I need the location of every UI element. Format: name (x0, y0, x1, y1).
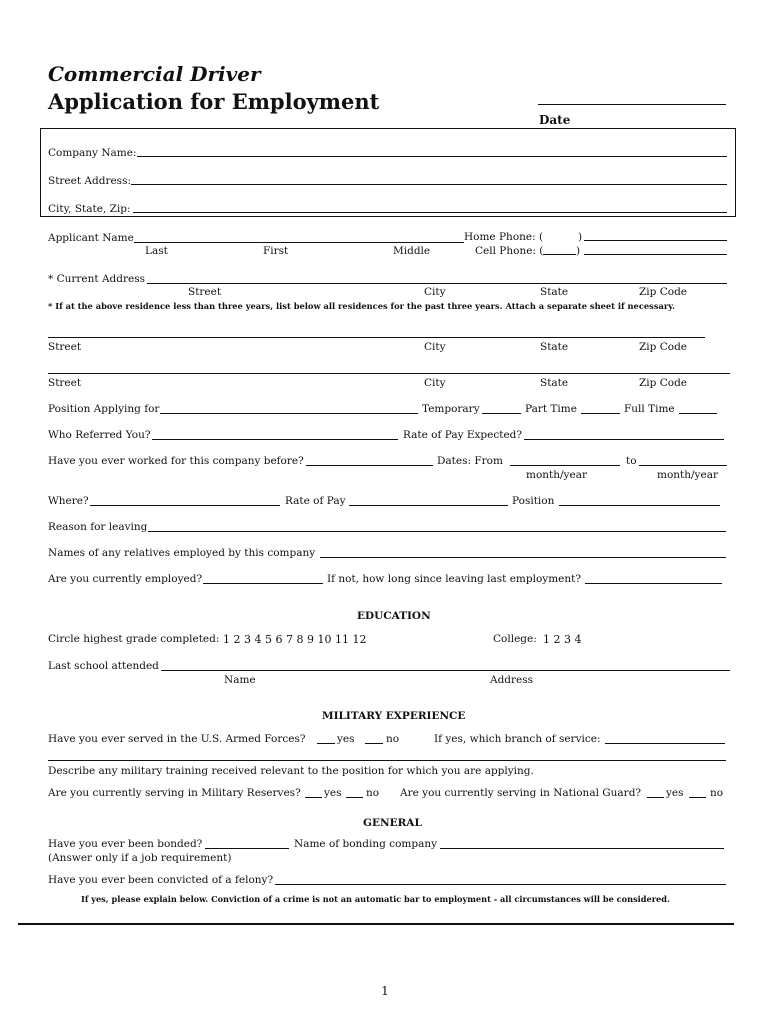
reason-leaving-label: Reason for leaving (48, 521, 148, 533)
worked-before-field[interactable] (306, 465, 433, 466)
armed-forces-label: Have you ever served in the U.S. Armed Forces? (48, 733, 306, 745)
felony-note: If yes, please explain below. Conviction of a crime is not an automatic bar to employment - all circumstances will be considered. (81, 894, 670, 904)
month-year-to-label: month/year (657, 469, 718, 481)
general-heading: GENERAL (363, 817, 422, 829)
last-school-label: Last school attended (48, 660, 159, 672)
prior1-street-label: Street (48, 341, 82, 353)
branch-label: If yes, which branch of service: (434, 733, 601, 745)
referred-label: Who Referred You? (48, 429, 151, 441)
company-info-box (40, 128, 736, 217)
full-time-field[interactable] (679, 413, 717, 414)
school-address-label: Address (490, 674, 534, 686)
middle-label: Middle (393, 245, 431, 257)
current-state-label: State (540, 286, 569, 298)
college-label: College: (493, 633, 537, 645)
home-phone-close: ) (578, 231, 583, 243)
rate-of-pay-field[interactable] (349, 505, 508, 506)
how-long-label: If not, how long since leaving last employment? (327, 573, 581, 585)
grade-label: Circle highest grade completed: (48, 633, 220, 645)
worked-before-label: Have you ever worked for this company before? (48, 455, 304, 467)
reserves-label: Are you currently serving in Military Reserves? (48, 787, 301, 799)
cell-phone-field[interactable] (584, 254, 727, 255)
armed-forces-yes-field[interactable] (317, 743, 335, 744)
reserves-no-field[interactable] (346, 797, 363, 798)
current-address-label: * Current Address (48, 273, 145, 285)
street-address-label: Street Address: (48, 175, 131, 187)
home-phone-label: Home Phone: ( (464, 231, 544, 243)
national-guard-label: Are you currently serving in National Guard? (400, 787, 642, 799)
currently-employed-label: Are you currently employed? (48, 573, 203, 585)
current-zip-label: Zip Code (639, 286, 688, 298)
prior2-zip-label: Zip Code (639, 377, 688, 389)
dates-to-field[interactable] (639, 465, 727, 466)
rate-expected-label: Rate of Pay Expected? (403, 429, 523, 441)
dates-to-label: to (626, 455, 637, 467)
position-applying-field[interactable] (160, 413, 418, 414)
prior2-street-label: Street (48, 377, 82, 389)
prior2-city-label: City (424, 377, 446, 389)
guard-yes-field[interactable] (647, 797, 664, 798)
relatives-label: Names of any relatives employed by this company (48, 547, 316, 559)
prior1-state-label: State (540, 341, 569, 353)
company-name-label: Company Name: (48, 147, 137, 159)
guard-yes-label: yes (666, 787, 684, 799)
bonding-company-label: Name of bonding company (294, 838, 438, 850)
current-address-field[interactable] (147, 283, 727, 284)
reserves-yes-field[interactable] (305, 797, 322, 798)
form-title-line2: Application for Employment (48, 89, 380, 114)
prior-address-1-field[interactable] (48, 337, 705, 338)
temporary-field[interactable] (482, 413, 521, 414)
armed-forces-yes-label: yes (337, 733, 355, 745)
branch-field[interactable] (605, 743, 725, 744)
street-address-field[interactable] (131, 184, 727, 185)
date-field[interactable] (538, 104, 726, 105)
where-label: Where? (48, 495, 89, 507)
page-number: 1 (381, 984, 389, 998)
guard-no-label: no (710, 787, 724, 799)
military-training-label: Describe any military training received relevant to the position for which you are applying. (48, 765, 534, 777)
college-options[interactable]: 1 2 3 4 (543, 633, 582, 646)
currently-employed-field[interactable] (203, 583, 323, 584)
dates-from-field[interactable] (510, 465, 620, 466)
reserves-yes-label: yes (324, 787, 342, 799)
residence-note: * If at the above residence less than three years, list below all residences for the past three years. Attach a separate sheet if necessary. (48, 301, 675, 311)
month-year-from-label: month/year (526, 469, 587, 481)
grade-options[interactable]: 1 2 3 4 5 6 7 8 9 10 11 12 (223, 633, 367, 646)
felony-field[interactable] (275, 884, 726, 885)
cell-phone-area-field[interactable] (543, 254, 576, 255)
bonded-note: (Answer only if a job requirement) (48, 852, 232, 864)
school-name-label: Name (224, 674, 256, 686)
bonded-field[interactable] (205, 848, 289, 849)
cell-phone-label: Cell Phone: ( (475, 245, 544, 257)
full-time-label: Full Time (624, 403, 675, 415)
company-name-field[interactable] (137, 156, 727, 157)
date-label: Date (539, 113, 571, 127)
form-title-line1: Commercial Driver (48, 62, 261, 86)
how-long-field[interactable] (585, 583, 722, 584)
city-state-zip-field[interactable] (133, 212, 727, 213)
felony-label: Have you ever been convicted of a felony? (48, 874, 274, 886)
cell-phone-close: ) (576, 245, 581, 257)
guard-no-field[interactable] (689, 797, 706, 798)
bonded-label: Have you ever been bonded? (48, 838, 203, 850)
bonding-company-field[interactable] (440, 848, 724, 849)
referred-field[interactable] (152, 439, 398, 440)
position-field[interactable] (559, 505, 720, 506)
rate-of-pay-label: Rate of Pay (285, 495, 346, 507)
where-field[interactable] (90, 505, 280, 506)
position-applying-label: Position Applying for (48, 403, 160, 415)
armed-forces-no-label: no (386, 733, 400, 745)
applicant-name-label: Applicant Name (48, 232, 134, 244)
reserves-no-label: no (366, 787, 380, 799)
part-time-field[interactable] (581, 413, 620, 414)
prior2-state-label: State (540, 377, 569, 389)
current-street-label: Street (188, 286, 222, 298)
home-phone-field[interactable] (584, 240, 727, 241)
dates-from-label: Dates: From (437, 455, 503, 467)
military-heading: MILITARY EXPERIENCE (322, 710, 466, 722)
rate-expected-field[interactable] (524, 439, 724, 440)
education-heading: EDUCATION (357, 610, 431, 622)
last-label: Last (145, 245, 168, 257)
position-label: Position (512, 495, 555, 507)
last-school-field[interactable] (161, 670, 730, 671)
applicant-name-field[interactable] (134, 242, 464, 243)
relatives-field[interactable] (320, 557, 726, 558)
first-label: First (263, 245, 289, 257)
prior1-city-label: City (424, 341, 446, 353)
city-state-zip-label: City, State, Zip: (48, 203, 131, 215)
part-time-label: Part Time (525, 403, 577, 415)
temporary-label: Temporary (422, 403, 480, 415)
current-city-label: City (424, 286, 446, 298)
prior-address-2-field[interactable] (48, 373, 730, 374)
prior1-zip-label: Zip Code (639, 341, 688, 353)
branch-continuation-line[interactable] (48, 760, 726, 761)
reason-leaving-field[interactable] (148, 531, 726, 532)
explanation-line[interactable] (18, 923, 734, 925)
armed-forces-no-field[interactable] (365, 743, 383, 744)
